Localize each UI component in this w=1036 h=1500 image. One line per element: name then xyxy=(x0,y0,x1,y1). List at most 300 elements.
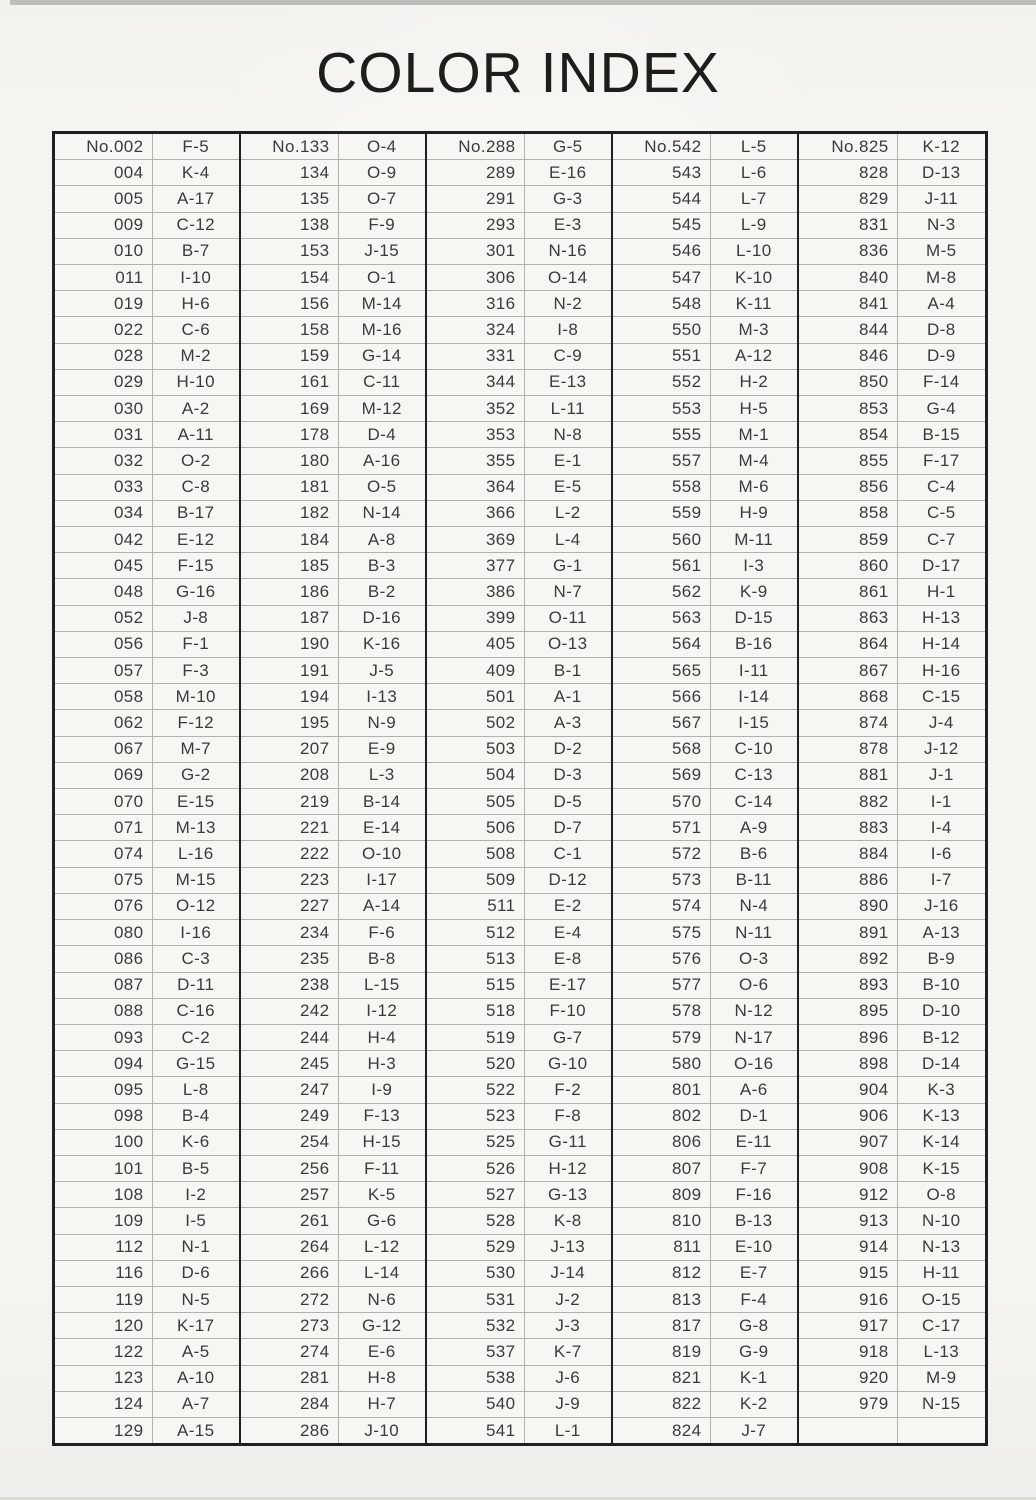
color-code-cell: H-16 xyxy=(922,660,961,680)
catalog-number-cell: 807 xyxy=(613,1156,711,1181)
color-code-cell: O-2 xyxy=(180,451,211,471)
table-row xyxy=(241,579,425,605)
color-code-cell: K-1 xyxy=(739,1368,768,1388)
table-row xyxy=(799,920,985,946)
color-code-cell: D-1 xyxy=(739,1106,769,1126)
catalog-number-cell: 558 xyxy=(613,475,711,500)
table-row xyxy=(427,344,611,370)
color-code-cell: E-4 xyxy=(553,922,582,942)
color-code-cell: K-15 xyxy=(922,1158,961,1178)
color-code-cell: B-14 xyxy=(362,791,401,811)
catalog-number-cell: 409 xyxy=(427,658,525,683)
catalog-number-cell: 566 xyxy=(613,684,711,709)
color-code-cell: L-4 xyxy=(554,529,581,549)
table-row xyxy=(241,1025,425,1051)
table-row xyxy=(613,239,797,265)
color-code-cell: H-11 xyxy=(922,1263,960,1283)
table-row xyxy=(427,160,611,186)
table-row xyxy=(799,999,985,1025)
table-row xyxy=(241,370,425,396)
color-code-cell: I-10 xyxy=(180,267,212,287)
table-row xyxy=(613,763,797,789)
color-code-cell: D-6 xyxy=(181,1263,211,1283)
color-code-cell: K-16 xyxy=(362,634,401,654)
catalog-number-cell: 244 xyxy=(241,1025,339,1050)
table-row xyxy=(427,920,611,946)
table-row xyxy=(241,1313,425,1339)
color-code-cell: F-11 xyxy=(364,1158,400,1178)
table-row xyxy=(427,815,611,841)
color-code-cell: L-11 xyxy=(550,398,585,418)
color-code-cell: M-8 xyxy=(926,267,957,287)
catalog-number-cell: 515 xyxy=(427,973,525,998)
catalog-number-cell: 575 xyxy=(613,920,711,945)
color-code-cell: K-13 xyxy=(922,1106,961,1126)
color-code-cell: L-13 xyxy=(923,1341,960,1361)
catalog-number-cell: 858 xyxy=(799,501,898,526)
catalog-number-cell: 272 xyxy=(241,1287,339,1312)
table-row xyxy=(427,1156,611,1182)
catalog-number-cell: 293 xyxy=(427,213,525,238)
table-row xyxy=(427,606,611,632)
catalog-number-cell: 809 xyxy=(613,1182,711,1207)
table-row xyxy=(241,265,425,291)
catalog-number-cell: 100 xyxy=(55,1130,153,1155)
table-row xyxy=(799,1077,985,1103)
table-row xyxy=(427,1104,611,1130)
table-row xyxy=(613,658,797,684)
catalog-number-cell: 119 xyxy=(55,1287,153,1312)
catalog-number-cell: 577 xyxy=(613,973,711,998)
table-row xyxy=(241,606,425,632)
catalog-number-cell: 222 xyxy=(241,841,339,866)
table-row xyxy=(55,186,239,212)
table-row xyxy=(241,396,425,422)
catalog-number-cell: 254 xyxy=(241,1130,339,1155)
color-code-cell: C-4 xyxy=(926,477,956,497)
table-row xyxy=(427,999,611,1025)
table-row xyxy=(799,868,985,894)
catalog-number-cell: 352 xyxy=(427,396,525,421)
color-code-cell xyxy=(898,1418,985,1443)
catalog-number-cell: 868 xyxy=(799,684,898,709)
color-code-cell: H-1 xyxy=(926,582,956,602)
catalog-number-cell: 819 xyxy=(613,1339,711,1364)
table-row xyxy=(241,710,425,736)
catalog-number-cell: 898 xyxy=(799,1051,898,1076)
catalog-number-cell: 369 xyxy=(427,527,525,552)
color-code-cell: I-11 xyxy=(738,660,769,680)
catalog-number-cell: 854 xyxy=(799,422,898,447)
catalog-number-cell: 075 xyxy=(55,868,153,893)
catalog-number-cell: 846 xyxy=(799,344,898,369)
catalog-number-cell: 529 xyxy=(427,1235,525,1260)
table-row xyxy=(55,448,239,474)
table-row xyxy=(55,1418,239,1443)
catalog-number-cell: 180 xyxy=(241,448,339,473)
catalog-number-cell: 831 xyxy=(799,213,898,238)
color-code-cell: E-14 xyxy=(362,817,401,837)
color-code-cell: C-1 xyxy=(553,844,583,864)
color-code-cell: E-11 xyxy=(735,1132,772,1152)
catalog-number-cell: 544 xyxy=(613,186,711,211)
table-row xyxy=(799,1156,985,1182)
catalog-number-cell: 551 xyxy=(613,344,711,369)
color-code-cell: L-12 xyxy=(363,1237,400,1257)
color-code-cell: I-16 xyxy=(180,922,212,942)
color-code-cell: J-11 xyxy=(924,189,958,208)
table-row xyxy=(613,448,797,474)
table-row xyxy=(613,1339,797,1365)
table-row xyxy=(55,501,239,527)
catalog-number-cell: 005 xyxy=(55,186,153,211)
color-code-cell: H-12 xyxy=(548,1158,587,1178)
color-code-cell: M-16 xyxy=(361,320,402,340)
table-row xyxy=(241,920,425,946)
table-row xyxy=(55,606,239,632)
table-row xyxy=(55,1261,239,1287)
table-row xyxy=(799,344,985,370)
table-row xyxy=(799,841,985,867)
catalog-number-cell: 184 xyxy=(241,527,339,552)
catalog-number-cell: 506 xyxy=(427,815,525,840)
catalog-number-cell: 324 xyxy=(427,317,525,342)
color-code-cell: D-3 xyxy=(553,765,583,785)
catalog-number-cell: 810 xyxy=(613,1208,711,1233)
color-code-cell: L-8 xyxy=(182,1079,209,1099)
color-code-cell: E-7 xyxy=(739,1263,768,1283)
color-code-cell: I-12 xyxy=(366,1001,398,1021)
catalog-number-cell: 914 xyxy=(799,1235,898,1260)
table-row xyxy=(613,632,797,658)
catalog-number-cell: 399 xyxy=(427,606,525,631)
color-code-cell: O-4 xyxy=(366,136,397,156)
catalog-number-cell: 004 xyxy=(55,160,153,185)
catalog-number-cell: 088 xyxy=(55,999,153,1024)
color-code-cell: F-14 xyxy=(923,372,960,392)
table-row xyxy=(613,1261,797,1287)
color-code-cell: A-16 xyxy=(362,451,401,471)
table-row xyxy=(613,579,797,605)
catalog-number-cell: 811 xyxy=(613,1235,711,1260)
color-code-cell: F-1 xyxy=(182,634,210,654)
table-row xyxy=(427,527,611,553)
table-row xyxy=(427,213,611,239)
table-row xyxy=(427,186,611,212)
catalog-number-cell: 386 xyxy=(427,579,525,604)
catalog-number-cell: 095 xyxy=(55,1077,153,1102)
color-code-cell: I-13 xyxy=(366,686,398,706)
catalog-number-cell: 289 xyxy=(427,160,525,185)
table-row xyxy=(55,213,239,239)
table-row xyxy=(613,344,797,370)
color-code-cell: E-10 xyxy=(734,1237,773,1257)
color-code-cell: A-9 xyxy=(739,817,768,837)
catalog-number-cell: 567 xyxy=(613,710,711,735)
catalog-number-cell: 048 xyxy=(55,579,153,604)
color-code-cell: H-14 xyxy=(922,634,961,654)
table-row xyxy=(55,1130,239,1156)
color-code-cell: A-1 xyxy=(553,686,582,706)
color-code-cell: A-12 xyxy=(734,346,773,366)
color-code-cell: A-15 xyxy=(176,1420,215,1440)
color-code-cell: G-15 xyxy=(176,1053,216,1073)
catalog-number-cell: 540 xyxy=(427,1392,525,1417)
table-row xyxy=(799,448,985,474)
color-code-cell: L-14 xyxy=(363,1263,400,1283)
color-code-cell: N-1 xyxy=(181,1237,211,1257)
color-code-cell: H-2 xyxy=(739,372,769,392)
catalog-number-cell: 353 xyxy=(427,422,525,447)
color-code-cell: B-11 xyxy=(735,870,772,890)
color-code-cell: B-2 xyxy=(367,582,396,602)
color-code-cell: L-6 xyxy=(740,162,767,182)
catalog-number-cell: 281 xyxy=(241,1366,339,1391)
table-row xyxy=(799,1366,985,1392)
color-code-cell: C-3 xyxy=(181,948,211,968)
catalog-number-cell: 185 xyxy=(241,553,339,578)
table-row xyxy=(241,658,425,684)
catalog-number-cell: 829 xyxy=(799,186,898,211)
catalog-number-cell: 284 xyxy=(241,1392,339,1417)
catalog-number-cell: No.288 xyxy=(427,134,525,159)
table-row xyxy=(427,291,611,317)
color-code-cell: A-17 xyxy=(176,189,215,208)
table-row xyxy=(799,291,985,317)
catalog-number-cell: 560 xyxy=(613,527,711,552)
catalog-number-cell: 011 xyxy=(55,265,153,290)
color-code-cell: N-17 xyxy=(734,1027,773,1047)
color-code-cell: B-7 xyxy=(181,241,210,261)
color-code-cell: H-10 xyxy=(176,372,215,392)
table-row xyxy=(799,1418,985,1443)
color-code-cell: I-14 xyxy=(738,686,770,706)
catalog-number-cell: 116 xyxy=(55,1261,153,1286)
catalog-number-cell: 355 xyxy=(427,448,525,473)
color-code-cell: O-3 xyxy=(738,948,769,968)
table-row xyxy=(613,265,797,291)
catalog-number-cell: 120 xyxy=(55,1313,153,1338)
table-row xyxy=(241,134,425,160)
table-row xyxy=(613,868,797,894)
table-row xyxy=(55,1104,239,1130)
table-row xyxy=(799,1392,985,1418)
catalog-number-cell: 861 xyxy=(799,579,898,604)
table-row xyxy=(241,1392,425,1418)
catalog-number-cell: 548 xyxy=(613,291,711,316)
table-row xyxy=(427,1366,611,1392)
table-row xyxy=(241,213,425,239)
color-code-cell: L-10 xyxy=(735,241,772,261)
table-row xyxy=(799,186,985,212)
catalog-number-cell: 501 xyxy=(427,684,525,709)
table-row xyxy=(799,422,985,448)
table-row xyxy=(55,527,239,553)
catalog-number-cell: 896 xyxy=(799,1025,898,1050)
color-code-cell: F-4 xyxy=(740,1289,768,1309)
table-row xyxy=(613,291,797,317)
catalog-number-cell: 019 xyxy=(55,291,153,316)
table-row xyxy=(799,1287,985,1313)
table-row xyxy=(55,1235,239,1261)
table-row xyxy=(241,317,425,343)
catalog-number-cell: 235 xyxy=(241,946,339,971)
table-row xyxy=(55,1025,239,1051)
catalog-number-cell: 071 xyxy=(55,815,153,840)
color-code-cell: I-2 xyxy=(185,1184,207,1204)
catalog-number-cell: 526 xyxy=(427,1156,525,1181)
color-code-cell: K-11 xyxy=(735,293,772,313)
catalog-number-cell: 812 xyxy=(613,1261,711,1286)
table-row xyxy=(55,658,239,684)
catalog-number-cell: 573 xyxy=(613,868,711,893)
catalog-number-cell: 530 xyxy=(427,1261,525,1286)
catalog-number-cell: 135 xyxy=(241,186,339,211)
color-code-cell: K-10 xyxy=(734,267,773,287)
catalog-number-cell: 344 xyxy=(427,370,525,395)
table-row xyxy=(613,1077,797,1103)
color-code-cell: N-11 xyxy=(735,922,773,942)
color-code-cell: L-9 xyxy=(740,215,767,235)
table-row xyxy=(55,946,239,972)
table-row xyxy=(241,841,425,867)
catalog-number-cell: 884 xyxy=(799,841,898,866)
color-code-cell: O-15 xyxy=(921,1289,961,1309)
table-row xyxy=(241,763,425,789)
color-code-cell: C-9 xyxy=(553,346,583,366)
catalog-number-cell: 559 xyxy=(613,501,711,526)
table-row xyxy=(241,527,425,553)
table-row xyxy=(55,396,239,422)
color-code-cell: J-12 xyxy=(923,739,959,759)
catalog-number-cell: 009 xyxy=(55,213,153,238)
color-code-cell: E-8 xyxy=(553,948,582,968)
table-row xyxy=(427,1339,611,1365)
table-row xyxy=(241,632,425,658)
table-row xyxy=(55,1313,239,1339)
table-row xyxy=(427,841,611,867)
color-code-cell: K-8 xyxy=(553,1210,582,1230)
catalog-number-cell: 181 xyxy=(241,475,339,500)
color-code-cell: O-12 xyxy=(176,896,216,916)
color-index-table xyxy=(52,131,988,1446)
catalog-number-cell: 913 xyxy=(799,1208,898,1233)
table-row xyxy=(55,160,239,186)
color-code-cell: J-1 xyxy=(928,765,954,785)
catalog-number-cell: 574 xyxy=(613,894,711,919)
color-code-cell: F-5 xyxy=(182,136,210,156)
catalog-number-cell: 908 xyxy=(799,1156,898,1181)
color-code-cell: I-1 xyxy=(930,791,952,811)
table-row xyxy=(613,841,797,867)
catalog-number-cell: 821 xyxy=(613,1366,711,1391)
catalog-number-cell: 186 xyxy=(241,579,339,604)
table-row xyxy=(613,1104,797,1130)
table-row xyxy=(55,684,239,710)
color-code-cell: C-14 xyxy=(734,791,773,811)
catalog-number-cell: 891 xyxy=(799,920,898,945)
table-row xyxy=(799,684,985,710)
catalog-number-cell: 907 xyxy=(799,1130,898,1155)
table-row xyxy=(799,658,985,684)
table-row xyxy=(427,1235,611,1261)
catalog-number-cell: 563 xyxy=(613,606,711,631)
catalog-number-cell: No.002 xyxy=(55,134,153,159)
color-code-cell: C-13 xyxy=(734,765,773,785)
table-row xyxy=(613,160,797,186)
color-code-cell: H-6 xyxy=(181,293,211,313)
table-row xyxy=(427,789,611,815)
catalog-number-cell: 098 xyxy=(55,1104,153,1129)
table-row xyxy=(799,1104,985,1130)
catalog-number-cell: 527 xyxy=(427,1182,525,1207)
table-row xyxy=(799,1339,985,1365)
table-row xyxy=(799,1261,985,1287)
color-code-cell: F-6 xyxy=(368,922,396,942)
color-code-cell: N-7 xyxy=(553,582,583,602)
color-code-cell: J-10 xyxy=(364,1420,400,1440)
table-row xyxy=(241,1261,425,1287)
color-code-cell: D-9 xyxy=(926,346,956,366)
catalog-number-cell: 906 xyxy=(799,1104,898,1129)
color-code-cell: C-6 xyxy=(181,320,211,340)
catalog-number-cell: 863 xyxy=(799,606,898,631)
table-row xyxy=(799,763,985,789)
catalog-number-cell: 546 xyxy=(613,239,711,264)
table-row xyxy=(613,1182,797,1208)
table-row xyxy=(427,1287,611,1313)
catalog-number-cell: 159 xyxy=(241,344,339,369)
catalog-number-cell: 122 xyxy=(55,1339,153,1364)
table-row xyxy=(427,1392,611,1418)
color-code-cell: O-10 xyxy=(362,844,402,864)
table-row xyxy=(241,894,425,920)
table-row xyxy=(799,370,985,396)
table-row xyxy=(799,632,985,658)
color-code-cell: D-8 xyxy=(926,320,956,340)
catalog-number-cell: 074 xyxy=(55,841,153,866)
table-row xyxy=(427,422,611,448)
catalog-number-cell: 234 xyxy=(241,920,339,945)
table-row xyxy=(799,606,985,632)
color-code-cell: C-17 xyxy=(922,1315,961,1335)
table-row xyxy=(427,868,611,894)
catalog-number-cell: 513 xyxy=(427,946,525,971)
color-code-cell: H-13 xyxy=(922,608,961,628)
catalog-number-cell: 886 xyxy=(799,868,898,893)
table-row xyxy=(799,501,985,527)
table-row xyxy=(799,1182,985,1208)
color-code-cell: J-2 xyxy=(555,1289,581,1309)
color-code-cell: B-4 xyxy=(181,1106,210,1126)
color-code-cell: J-6 xyxy=(555,1368,581,1388)
color-code-cell: D-10 xyxy=(922,1001,961,1021)
color-code-cell: K-5 xyxy=(367,1184,396,1204)
color-code-cell: G-11 xyxy=(548,1132,587,1152)
catalog-number-cell: 249 xyxy=(241,1104,339,1129)
catalog-number-cell: 256 xyxy=(241,1156,339,1181)
catalog-number-cell: 853 xyxy=(799,396,898,421)
color-code-cell: A-13 xyxy=(922,922,961,942)
catalog-number-cell: No.133 xyxy=(241,134,339,159)
table-row xyxy=(55,815,239,841)
table-row xyxy=(613,1130,797,1156)
table-row xyxy=(799,1025,985,1051)
color-code-cell: J-9 xyxy=(555,1394,581,1414)
catalog-number-cell: 840 xyxy=(799,265,898,290)
table-row xyxy=(55,291,239,317)
catalog-number-cell: 561 xyxy=(613,553,711,578)
